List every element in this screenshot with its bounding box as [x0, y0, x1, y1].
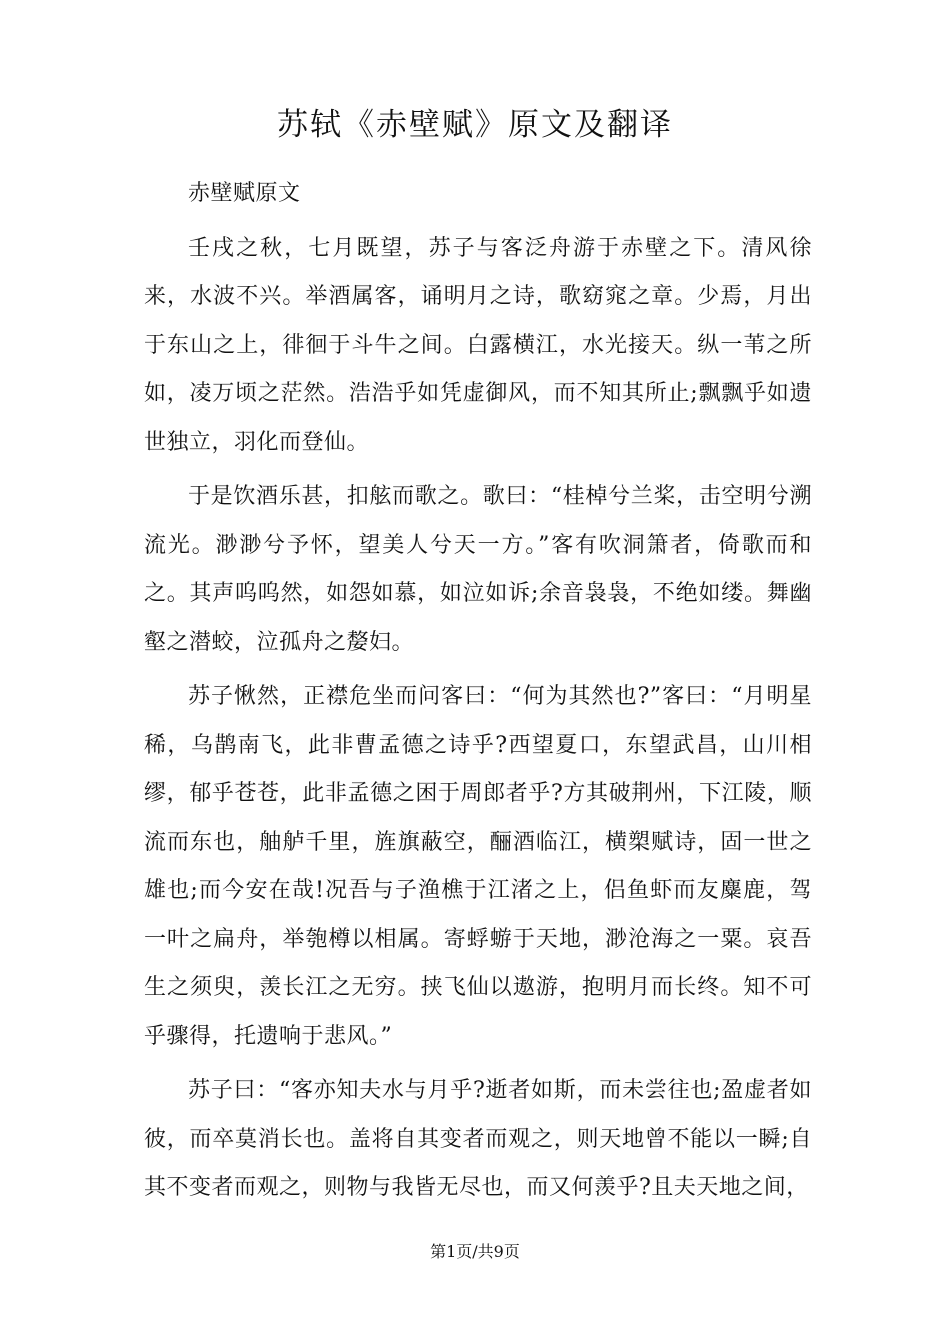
document-body	[144, 170, 812, 1219]
document-title: 苏轼《赤壁赋》原文及翻译	[277, 107, 673, 143]
paragraph-4: 苏子曰：“客亦知夫水与月乎?逝者如斯，而未尝往也;盈虚者如彼，而卒莫消长也。盖将自其变者而观之，则天地曾不能以一瞬;自其不变者而观之，则物与我皆无尽也，而又何羡乎?且夫天地之间，	[144, 1078, 812, 1200]
paragraph-1: 壬戌之秋，七月既望，苏子与客泛舟游于赤壁之下。清风徐来，水波不兴。举酒属客，诵明月之诗，歌窈窕之章。少焉，月出于东山之上，徘徊于斗牛之间。白露横江，水光接天。纵一苇之所如，凌万顷之茫然。浩浩乎如凭虚御风，而不知其所止;飘飘乎如遗世独立，羽化而登仙。	[144, 235, 812, 455]
paragraph-3: 苏子愀然，正襟危坐而问客曰：“何为其然也?”客曰：“月明星稀，乌鹊南飞，此非曹孟德之诗乎?西望夏口，东望武昌，山川相缪，郁乎苍苍，此非孟德之困于周郎者乎?方其破荆州，下江陵，顺流而东也，舳舻千里，旌旗蔽空，酾酒临江，横槊赋诗，固一世之雄也;而今安在哉!况吾与子渔樵于江渚之上，侣鱼虾而友麋鹿，驾一叶之扁舟，举匏樽以相属。寄蜉蝣于天地，渺沧海之一粟。哀吾生之须臾，羡长江之无穷。挟飞仙以遨游，抱明月而长终。知不可乎骤得，托遗响于悲风。”	[144, 684, 812, 1049]
paragraph-2: 于是饮酒乐甚，扣舷而歌之。歌曰：“桂棹兮兰桨，击空明兮溯流光。渺渺兮予怀，望美人兮天一方。”客有吹洞箫者，倚歌而和之。其声呜呜然，如怨如慕，如泣如诉;余音袅袅，不绝如缕。舞幽壑之潜蛟，泣孤舟之嫠妇。	[144, 484, 812, 655]
section-subheading: 赤壁赋原文	[188, 181, 301, 206]
page-number-footer: 第1页/共9页	[430, 1242, 520, 1261]
